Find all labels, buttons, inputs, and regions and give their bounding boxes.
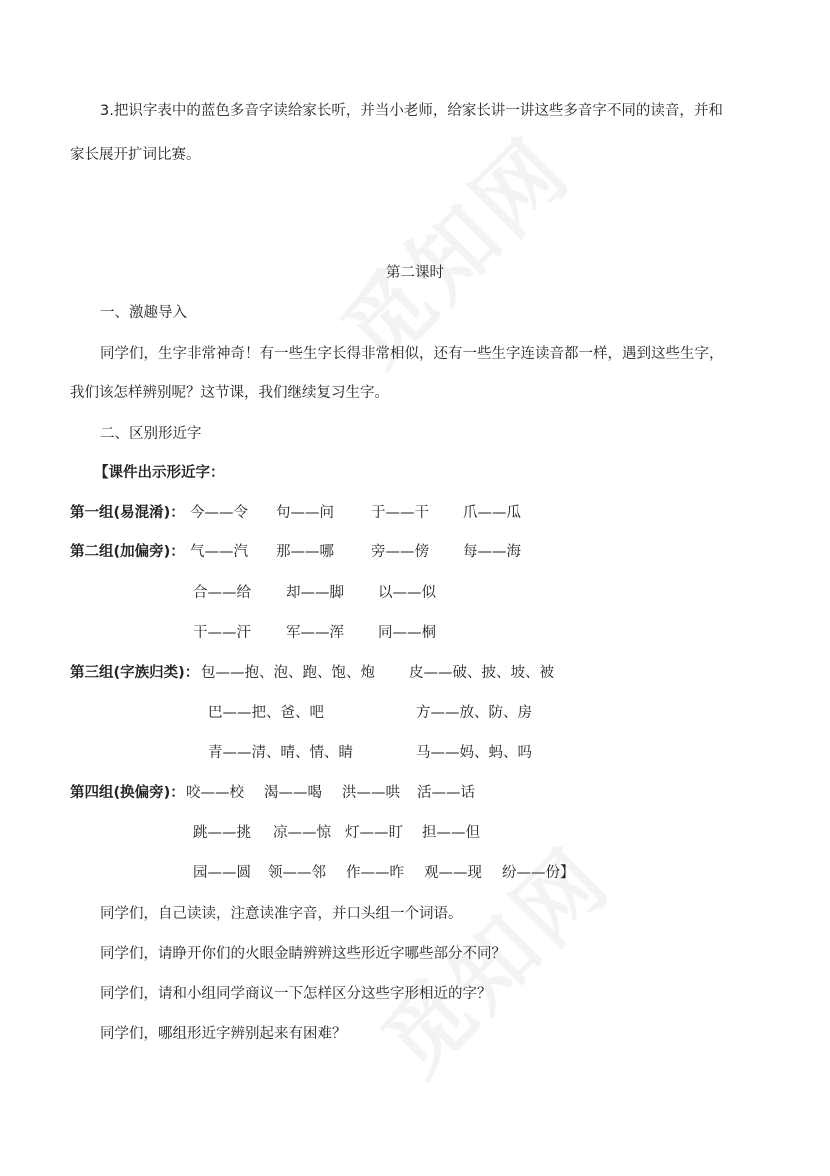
group2-label: 第二组(加偏旁)： [70, 544, 185, 560]
group4-pair: 担——但 [422, 825, 480, 841]
group1-pair: 今——令 [190, 505, 248, 521]
para3-line2: 家长展开扩词比赛。 [70, 147, 201, 163]
section1-para-line1: 同学们，生字非常神奇！有一些生字长得非常相似，还有一些生字连读音都一样，遇到这些生字， [100, 346, 724, 362]
group3-family: 皮——破、披、坡、被 [409, 665, 554, 681]
group4-pair: 园——圆 [193, 865, 251, 881]
group4-pair: 洪——哄 [342, 785, 400, 801]
group4-pair: 作——昨 [346, 865, 404, 881]
group2-pair: 气——汽 [190, 544, 248, 560]
section2-heading: 二、区别形近字 [100, 426, 202, 442]
question: 同学们，哪组形近字辨别起来有困难？ [100, 1026, 347, 1042]
group1-label: 第一组(易混淆)： [70, 505, 185, 521]
group4-pair: 渴——喝 [264, 785, 322, 801]
group4-pair: 观——现 [424, 865, 482, 881]
group4-pair: 咬——校 [186, 785, 244, 801]
group1-pair: 爪——瓜 [463, 505, 521, 521]
group2-pair: 旁——傍 [371, 544, 429, 560]
group2-pair: 同——桐 [378, 625, 436, 641]
group2-pair: 却——脚 [286, 585, 344, 601]
group4-pair: 活——话 [417, 785, 475, 801]
group3-family: 马——妈、蚂、吗 [416, 745, 532, 761]
group4-label: 第四组(换偏旁)： [70, 785, 185, 801]
group3-label: 第三组(字族归类)： [70, 665, 200, 681]
group2-pair: 以——似 [378, 585, 436, 601]
group2-pair: 军——浑 [286, 625, 344, 641]
group3-family: 方——放、防、房 [416, 705, 532, 721]
group4-pair: 跳——挑 [193, 825, 251, 841]
group4-pair: 纷——份】 [502, 865, 575, 881]
group2-pair: 干——汗 [193, 625, 251, 641]
group4-pair: 领——邻 [268, 865, 326, 881]
section1-heading: 一、激趣导入 [100, 305, 187, 321]
lesson-title: 第二课时 [386, 265, 444, 281]
group1-pair: 于——干 [371, 505, 429, 521]
group2-pair: 每——海 [463, 544, 521, 560]
group3-family: 巴——把、爸、吧 [208, 705, 324, 721]
group3-family: 包——抱、泡、跑、饱、炮 [201, 665, 375, 681]
question: 同学们，自己读读，注意读准字音，并口头组一个词语。 [100, 906, 463, 922]
question: 同学们，请睁开你们的火眼金睛辨辨这些形近字哪些部分不同？ [100, 946, 506, 962]
para3-line1: 3.把识字表中的蓝色多音字读给家长听，并当小老师，给家长讲一讲这些多音字不同的读音，并和 [100, 103, 723, 119]
section1-para-line2: 我们该怎样辨别呢？这节课，我们继续复习生字。 [70, 385, 389, 401]
group1-pair: 句——问 [276, 505, 334, 521]
question: 同学们，请和小组同学商议一下怎样区分这些字形相近的字？ [100, 986, 492, 1002]
group2-pair: 那——哪 [276, 544, 334, 560]
group2-pair: 合——给 [193, 585, 251, 601]
group3-family: 青——清、晴、情、睛 [208, 745, 353, 761]
group4-pair: 灯——盯 [345, 825, 403, 841]
group4-pair: 凉——惊 [273, 825, 331, 841]
courseware-label: 【课件出示形近字： [94, 465, 225, 481]
